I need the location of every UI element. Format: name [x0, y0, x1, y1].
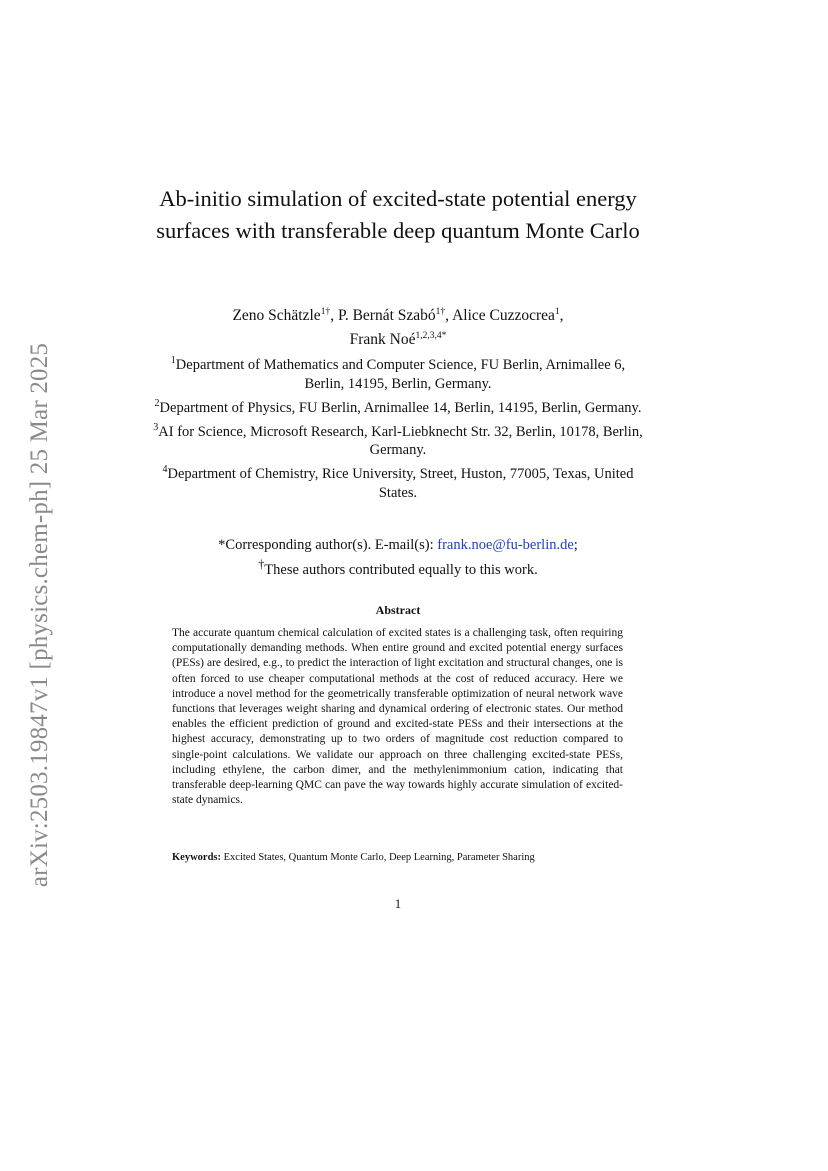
affiliation [150, 418, 646, 461]
paper-title: Ab-initio simulation of excited-state potential energy surfaces with transferable deep quantum Monte Carlo [156, 186, 640, 243]
affiliation-text: Department of Chemistry, Rice University, Street, Huston, 77005, Texas, United States. [167, 466, 634, 502]
keywords-label: Keywords: [172, 852, 221, 863]
equal-contribution-note: These authors contributed equally to this work. [264, 561, 538, 578]
equal-contribution-marker: † [258, 557, 265, 571]
author: Alice Cuzzocrea$^1$, [452, 307, 564, 325]
keywords [172, 851, 632, 865]
affiliation [150, 351, 646, 394]
author-name: Zeno Schätzle [232, 307, 321, 325]
author-affiliation-marker: 1,2,3,4* [415, 331, 447, 342]
corresponding-prefix: *Corresponding author(s). E-mail(s): [218, 537, 438, 553]
corresponding-author-note: *Corresponding author(s). E-mail(s): frank.noe@fu-berlin.de; †These authors contributed equally to this work. [218, 537, 578, 578]
author-name: Alice Cuzzocrea [452, 307, 555, 325]
author-name: P. Bernát Szabó [337, 307, 436, 325]
affiliation-number: 2 [154, 397, 160, 409]
affiliation-number: 3 [153, 421, 159, 433]
page-number: 1 [394, 897, 402, 911]
author-affiliation-marker: 1† [320, 307, 331, 317]
corresponding-email-link[interactable]: frank.noe@fu-berlin.de [437, 537, 574, 553]
affiliation-number: 1 [170, 355, 176, 366]
author-affiliation-marker: 1† [435, 307, 446, 317]
affiliation [150, 460, 646, 503]
affiliation [150, 394, 646, 418]
author: Zeno Schätzle$^{1\dagger}$, [232, 307, 338, 325]
affiliation-text: Department of Mathematics and Computer Science, FU Berlin, Arnimallee 6, Berlin, 14195, Berlin, Germany. [175, 356, 626, 392]
author-affiliation-marker: 1 [554, 307, 560, 317]
affiliation-number: 4 [162, 464, 168, 476]
affiliation-text: Department of Physics, FU Berlin, Arnimallee 14, Berlin, 14195, Berlin, Germany. [159, 399, 642, 416]
author-name: Frank Noé [349, 331, 416, 349]
arxiv-identifier-text: arXiv:2503.19847v1 [physics.chem-ph] 25 Mar 2025 [26, 342, 54, 888]
author [350, 331, 447, 348]
author-list [160, 302, 636, 350]
keywords-text: Excited States, Quantum Monte Carlo, Deep Learning, Parameter Sharing [223, 852, 535, 863]
abstract-text: The accurate quantum chemical calculation of excited states is a challenging task, often requiring computationally demanding methods. When entire ground and excited potential energy surfaces (PESs) are desired, e.g., to predict the interaction of light excitation and structural changes, one is often forced to use cheaper computational methods at the cost of reduced accuracy. Here we introduce a novel method for the geometrically transferable optimization of neural network wave functions that leverages weight sharing and dynamical ordering of electronic states. Our method enables the efficient prediction of ground and excited-state PESs and their intersections at the highest accuracy, demonstrating up to two orders of magnitude cost reduction compared to single-point calculations. We validate our approach on three challenging excited-state PESs, including ethylene, the carbon dimer, and the methylenimmonium cation, indicating that transferable deep-learning QMC can pave the way towards highly accurate simulation of excited-state dynamics. [172, 627, 623, 807]
affiliation-list [150, 351, 646, 503]
abstract-heading: Abstract [375, 603, 421, 617]
arxiv-identifier-stamp [14, 310, 66, 920]
affiliation-text: AI for Science, Microsoft Research, Karl-Liebknecht Str. 32, Berlin, 10178, Berlin, Germany. [158, 423, 643, 459]
author: P. Bernát Szabó$^{1\dagger}$, [337, 307, 453, 325]
